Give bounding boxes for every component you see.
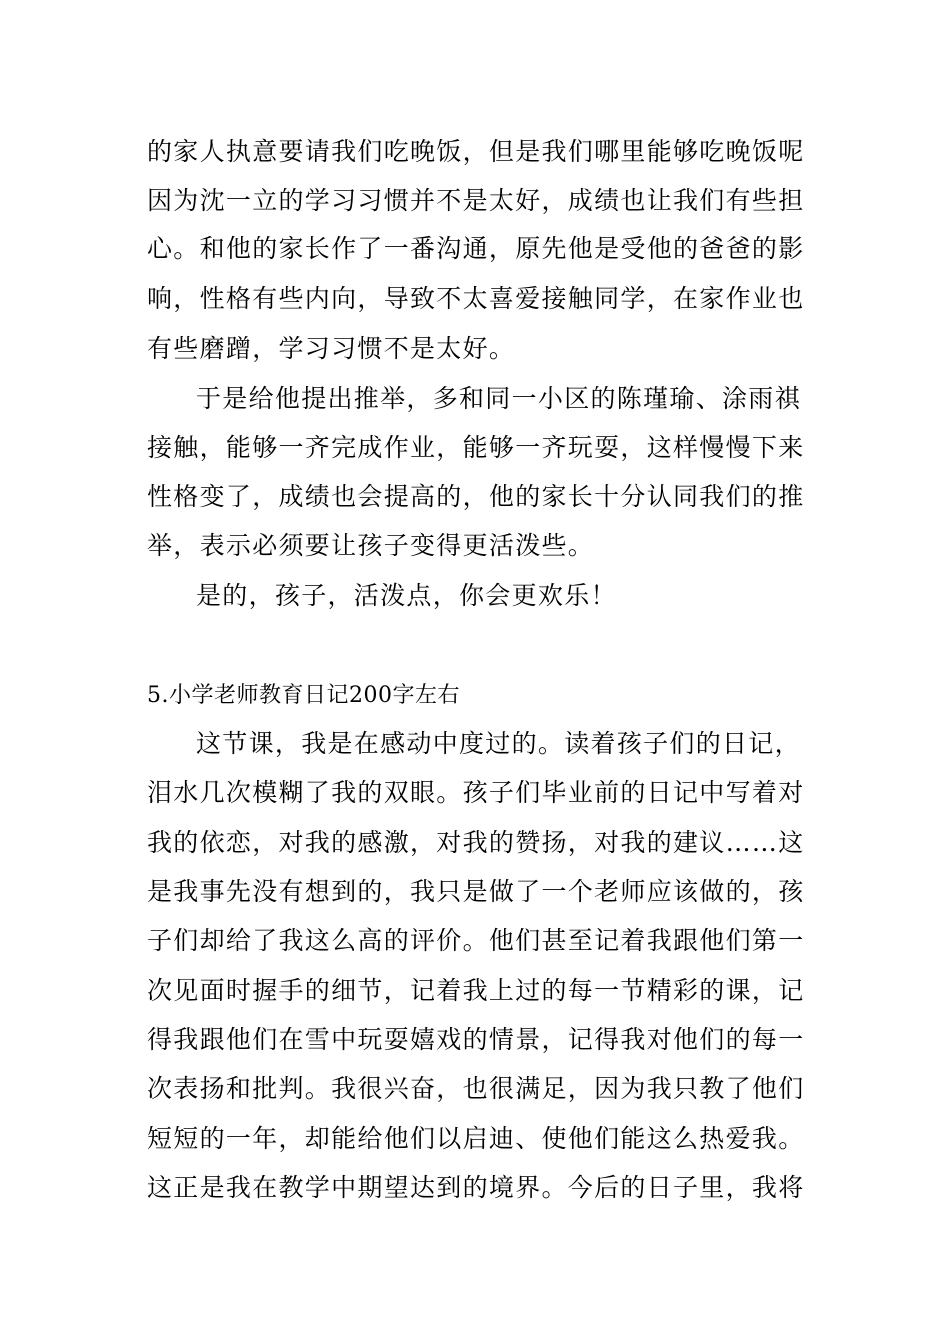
text-line: 心。和他的家长作了一番沟通，原先他是受他的爸爸的影 — [147, 234, 805, 263]
text-line: 有些磨蹭，学习习惯不是太好。 — [147, 334, 516, 363]
text-line: 因为沈一立的学习习惯并不是太好，成绩也让我们有些担 — [147, 186, 805, 215]
text-line: 这正是我在教学中期望达到的境界。今后的日子里，我将 — [147, 1173, 805, 1202]
text-line: 于是给他提出推举，多和同一小区的陈瑾瑜、涂雨祺 — [196, 384, 801, 413]
text-line: 这节课，我是在感动中度过的。读着孩子们的日记， — [196, 729, 801, 758]
section-heading: 5.小学老师教育日记200字左右 — [147, 683, 460, 708]
text-line: 泪水几次模糊了我的双眼。孩子们毕业前的日记中写着对 — [147, 778, 805, 807]
text-line: 响，性格有些内向，导致不太喜爱接触同学，在家作业也 — [147, 284, 805, 313]
text-line: 我的依恋，对我的感激，对我的赞扬，对我的建议……这 — [147, 828, 805, 857]
text-line: 子们却给了我这么高的评价。他们甚至记着我跟他们第一 — [147, 926, 805, 955]
text-line: 次表扬和批判。我很兴奋，也很满足，因为我只教了他们 — [147, 1074, 805, 1103]
text-line: 是我事先没有想到的，我只是做了一个老师应该做的，孩 — [147, 877, 805, 906]
text-line: 是的，孩子，活泼点，你会更欢乐！ — [196, 581, 617, 610]
text-line: 短短的一年，却能给他们以启迪、使他们能这么热爱我。 — [147, 1124, 805, 1153]
text-line: 接触，能够一齐完成作业，能够一齐玩耍，这样慢慢下来 — [147, 433, 805, 462]
text-line: 的家人执意要请我们吃晚饭，但是我们哪里能够吃晚饭呢 — [147, 137, 805, 166]
text-line: 次见面时握手的细节，记着我上过的每一节精彩的课，记 — [147, 976, 805, 1005]
text-line: 得我跟他们在雪中玩耍嬉戏的情景，记得我对他们的每一 — [147, 1025, 805, 1054]
text-line: 举，表示必须要让孩子变得更活泼些。 — [147, 531, 595, 560]
text-line: 性格变了，成绩也会提高的，他的家长十分认同我们的推 — [147, 482, 805, 511]
